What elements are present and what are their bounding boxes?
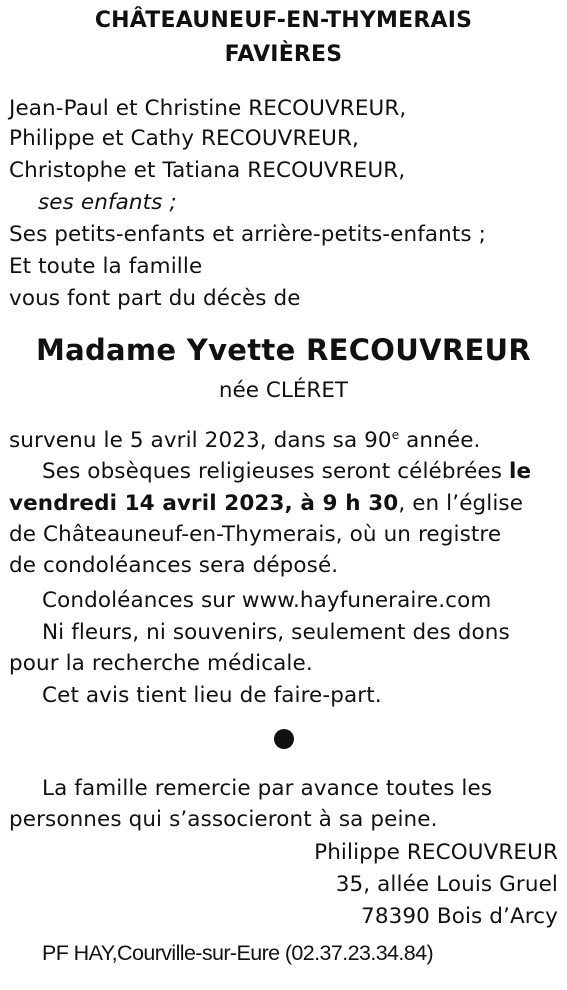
town-heading-2: FAVIÈRES <box>224 42 343 67</box>
death-line <box>9 428 480 453</box>
birth-name: née CLÉRET <box>218 378 349 403</box>
family-line-6: Et toute la famille <box>9 254 203 279</box>
thanks-line-2: personnes qui s’associeront à sa peine. <box>9 807 438 832</box>
funeral-date: vendredi 14 avril 2023, à 9 h 30 <box>9 491 399 516</box>
family-line-7: vous font part du décès de <box>9 286 301 311</box>
funeral-text-b: , en l’église <box>398 491 524 516</box>
family-line-4: ses enfants ; <box>38 190 177 215</box>
address-name: Philippe RECOUVREUR <box>314 840 558 865</box>
funeral-text-a: Ses obsèques religieuses seront célébrées <box>42 459 509 484</box>
death-superscript: e <box>391 428 400 442</box>
separator-bullet <box>274 729 294 749</box>
funeral-bold-le: le <box>508 459 532 484</box>
family-line-3: Christophe et Tatiana RECOUVREUR, <box>9 158 406 183</box>
funeral-line-3: de Châteauneuf-en-Thymerais, où un registre <box>9 522 502 547</box>
family-line-1: Jean-Paul et Christine RECOUVREUR, <box>9 96 407 121</box>
address-street: 35, allée Louis Gruel <box>335 872 558 897</box>
funeral-home: PF HAY,Courville-sur-Eure (02.37.23.34.84) <box>42 941 434 965</box>
flowers-line-1: Ni fleurs, ni souvenirs, seulement des dons <box>42 620 510 645</box>
address-city: 78390 Bois d’Arcy <box>361 904 558 929</box>
condolences-line: Condoléances sur www.hayfuneraire.com <box>42 588 492 613</box>
deceased-name: Madame Yvette RECOUVREUR <box>35 333 532 367</box>
notice-line: Cet avis tient lieu de faire-part. <box>42 683 382 708</box>
funeral-line-4: de condoléances sera déposé. <box>9 553 339 578</box>
family-line-5: Ses petits-enfants et arrière-petits-enfants ; <box>9 222 486 247</box>
flowers-line-2: pour la recherche médicale. <box>9 651 313 676</box>
town-heading-1: CHÂTEAUNEUF-EN-THYMERAIS <box>94 8 473 33</box>
death-text-post: année. <box>399 428 481 454</box>
death-text-pre: survenu le 5 avril 2023, dans sa 90 <box>9 428 392 454</box>
family-line-2: Philippe et Cathy RECOUVREUR, <box>9 126 359 151</box>
funeral-line-1 <box>42 459 531 484</box>
funeral-line-2 <box>9 491 523 516</box>
thanks-line-1: La famille remercie par avance toutes les <box>42 776 493 801</box>
